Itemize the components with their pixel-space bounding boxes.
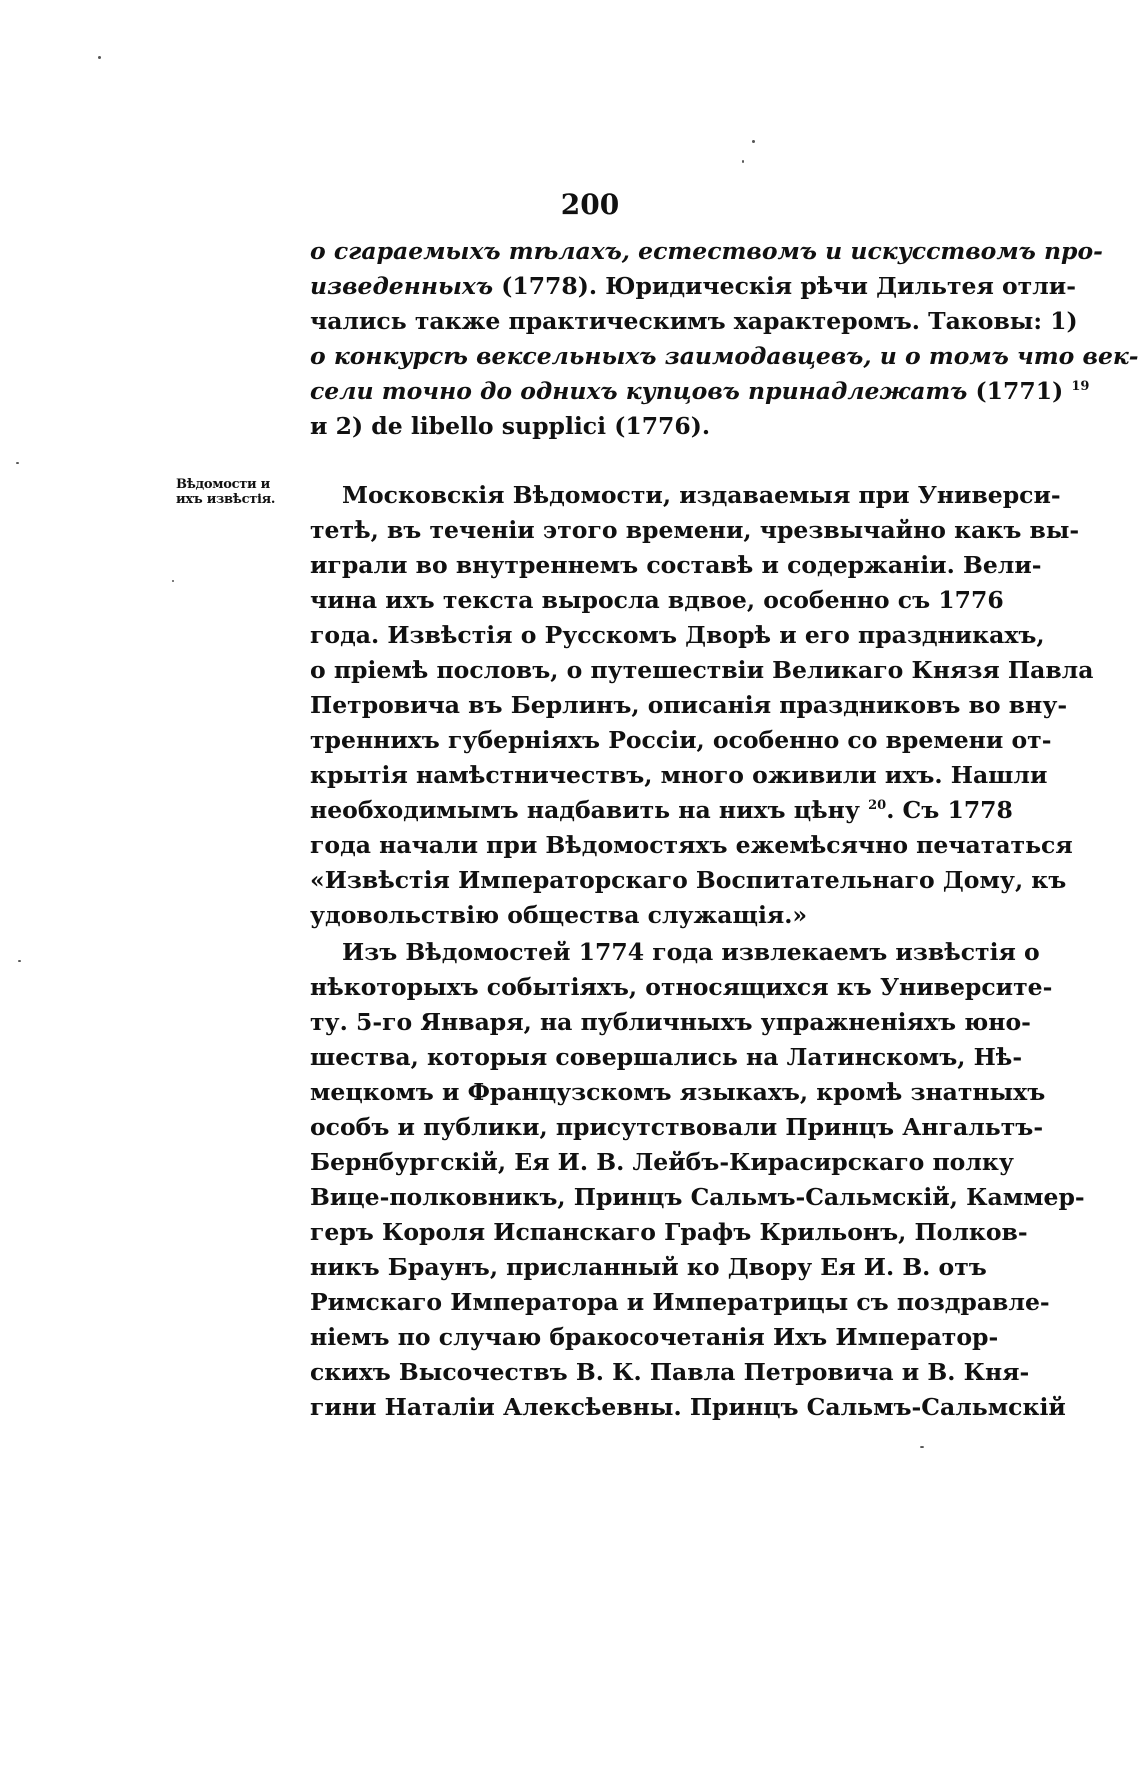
- margin-note: [176, 477, 296, 507]
- text-line: особъ и публики, присутствовали Принцъ Ангальтъ-: [310, 1113, 1044, 1141]
- text-span: необходимымъ надбавить на нихъ цѣну: [310, 796, 869, 824]
- text-line: треннихъ губерніяхъ Россіи, особенно со времени от-: [310, 726, 1052, 754]
- footnote-ref: 19: [1071, 379, 1090, 395]
- text-line: Римскаго Императора и Императрицы съ поздравле-: [310, 1288, 1050, 1316]
- footnote-ref: 20: [868, 798, 887, 814]
- scan-speck: [920, 1446, 924, 1448]
- text-line: крытія намѣстничествъ, много оживили ихъ. Нашли: [310, 761, 1048, 789]
- scan-speck: [742, 160, 744, 163]
- scan-speck: [16, 462, 19, 464]
- page-number: 200: [560, 188, 620, 221]
- scan-speck: [98, 56, 101, 59]
- text-line: чались также практическимъ характеромъ. Таковы: 1): [310, 307, 1078, 335]
- text-line: Московскія Вѣдомости, издаваемыя при Универси-: [342, 481, 1061, 509]
- text-line: года начали при Вѣдомостяхъ ежемѣсячно печататься: [310, 831, 1073, 859]
- text-line: гини Наталіи Алексѣевны. Принцъ Сальмъ-Сальмскій: [310, 1393, 1066, 1421]
- scan-speck: [18, 960, 21, 962]
- text-line: Бернбургскій, Ея И. В. Лейбъ-Кирасирскаго полку: [310, 1148, 1014, 1176]
- text-line: мецкомъ и Французскомъ языкахъ, кромѣ знатныхъ: [310, 1078, 1046, 1106]
- text-line: [310, 793, 1013, 827]
- text-line: года. Извѣстія о Русскомъ Дворѣ и его праздникахъ,: [310, 621, 1045, 649]
- text-line: геръ Короля Испанскаго Графъ Крильонъ, Полков-: [310, 1218, 1028, 1246]
- text-line: ніемъ по случаю бракосочетанія Ихъ Император-: [310, 1323, 999, 1351]
- text-line: скихъ Высочествъ В. К. Павла Петровича и В. Кня-: [310, 1358, 1030, 1386]
- text-line: чина ихъ текста выросла вдвое, особенно съ 1776: [310, 586, 1004, 614]
- text-span: (1771): [967, 377, 1072, 405]
- text-span: . Съ 1778: [886, 796, 1013, 824]
- text-line: Вице-полковникъ, Принцъ Сальмъ-Сальмскій, Каммер-: [310, 1183, 1085, 1211]
- scan-speck: [172, 580, 174, 582]
- text-line: шества, которыя совершались на Латинскомъ, Нѣ-: [310, 1043, 1023, 1071]
- text-span: сели точно до однихъ купцовъ принадлежатъ: [310, 377, 968, 405]
- text-line: играли во внутреннемъ составѣ и содержаніи. Вели-: [310, 551, 1042, 579]
- text-span: (1778). Юридическія рѣчи Дильтея отли-: [493, 272, 1076, 300]
- text-line: Петровича въ Берлинъ, описанія праздниковъ во вну-: [310, 691, 1068, 719]
- text-line: нѣкоторыхъ событіяхъ, относящихся къ Университе-: [310, 973, 1053, 1001]
- scan-speck: [752, 140, 755, 143]
- margin-note-line: ихъ извѣстія.: [176, 492, 276, 507]
- text-line: о пріемѣ пословъ, о путешествіи Великаго Князя Павла: [310, 656, 1094, 684]
- text-line: о сгараемыхъ тѣлахъ, естествомъ и искусствомъ про-: [310, 237, 1103, 265]
- text-line: никъ Браунъ, присланный ко Двору Ея И. В. отъ: [310, 1253, 987, 1281]
- text-line: тетѣ, въ теченіи этого времени, чрезвычайно какъ вы-: [310, 516, 1080, 544]
- text-line: [310, 374, 1089, 408]
- margin-note-line: Вѣдомости и: [176, 477, 270, 492]
- text-line: и 2) de libello supplici (1776).: [310, 412, 711, 440]
- text-line: удовольствію общества служащія.»: [310, 901, 808, 929]
- text-line: Изъ Вѣдомостей 1774 года извлекаемъ извѣстія о: [342, 938, 1040, 966]
- text-span: изведенныхъ: [310, 272, 494, 300]
- text-line: о конкурсѣ вексельныхъ заимодавцевъ, и о томъ что век-: [310, 342, 1139, 370]
- text-line: ту. 5-го Января, на публичныхъ упражненіяхъ юно-: [310, 1008, 1031, 1036]
- text-line: [310, 269, 1076, 303]
- text-line: «Извѣстія Императорскаго Воспитательнаго Дому, къ: [310, 866, 1067, 894]
